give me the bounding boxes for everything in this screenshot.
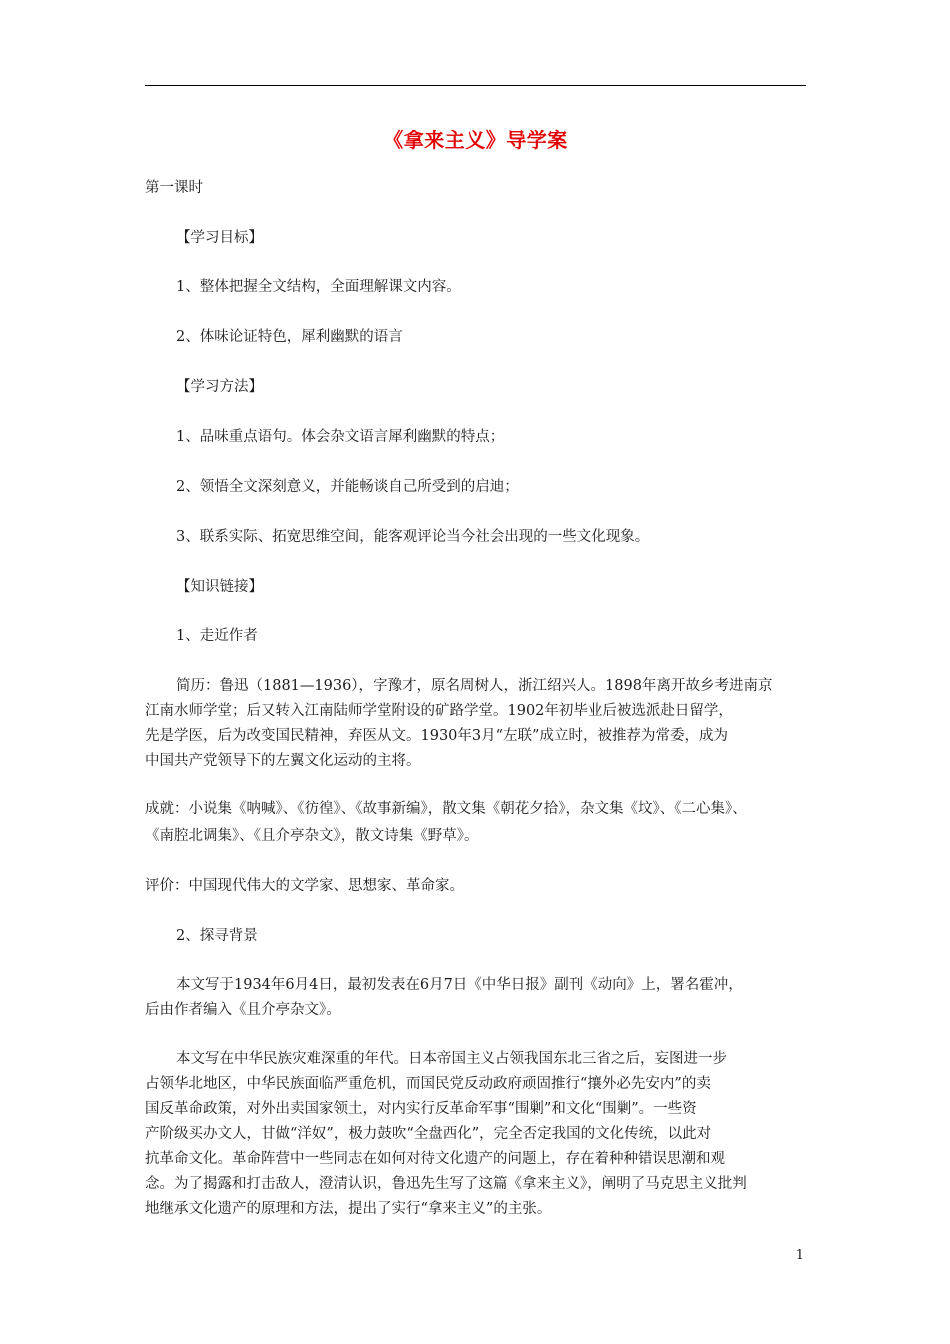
method-item: 1、品味重点语句。体会杂文语言犀利幽默的特点； xyxy=(176,429,505,445)
objective-item: 2、体味论证特色，犀利幽默的语言 xyxy=(176,329,403,345)
method-item: 3、联系实际、拓宽思维空间，能客观评论当今社会出现的一些文化现象。 xyxy=(176,529,650,545)
biography-line: 简历：鲁迅（1881—1936），字豫才，原名周树人，浙江绍兴人。1898年离开故乡考进南京 xyxy=(176,678,773,694)
background-p2-line: 地继承文化遗产的原理和方法，提出了实行“拿来主义”的主张。 xyxy=(145,1201,552,1217)
page-title: 《拿来主义》导学案 xyxy=(383,128,568,152)
achievements-line: 成就：小说集《呐喊》、《彷徨》、《故事新编》，散文集《朝花夕拾》，杂文集《坟》、《二心集》、 xyxy=(145,801,747,817)
background-p2-line: 本文写在中华民族灾难深重的年代。日本帝国主义占领我国东北三省之后，妄图进一步 xyxy=(176,1051,727,1067)
background-heading: 2、探寻背景 xyxy=(176,928,258,944)
header-rule xyxy=(145,85,806,86)
background-p2-line: 抗革命文化。革命阵营中一些同志在如何对待文化遗产的问题上，存在着种种错误思潮和观 xyxy=(145,1151,725,1167)
page-number: 1 xyxy=(795,1248,804,1263)
knowledge-heading: 【知识链接】 xyxy=(176,579,263,595)
author-heading: 1、走近作者 xyxy=(176,628,258,644)
background-p2-line: 产阶级买办文人，甘做“洋奴”，极力鼓吹“全盘西化”，完全否定我国的文化传统，以此对 xyxy=(145,1126,712,1142)
biography-line: 江南水师学堂；后又转入江南陆师学堂附设的矿路学堂。1902年初毕业后被选派赴日留学， xyxy=(145,703,733,719)
biography-line: 先是学医，后为改变国民精神，弃医从文。1930年3月“左联”成立时，被推荐为常委，成为 xyxy=(145,728,728,744)
methods-heading: 【学习方法】 xyxy=(176,379,263,395)
objectives-heading: 【学习目标】 xyxy=(176,230,263,246)
background-p1-line: 本文写于1934年6月4日，最初发表在6月7日《中华日报》副刊《动向》上，署名霍冲， xyxy=(176,977,743,993)
lesson-label: 第一课时 xyxy=(145,180,203,196)
objective-item: 1、整体把握全文结构，全面理解课文内容。 xyxy=(176,279,461,295)
method-item: 2、领悟全文深刻意义，并能畅谈自己所受到的启迪； xyxy=(176,479,519,495)
background-p1-line: 后由作者编入《且介亭杂文》。 xyxy=(145,1002,341,1018)
background-p2-line: 国反革命政策，对外出卖国家领土，对内实行反革命军事“围剿”和文化“围剿”。一些资 xyxy=(145,1101,697,1117)
background-p2-line: 占领华北地区，中华民族面临严重危机，而国民党反动政府顽固推行“攘外必先安内”的卖 xyxy=(145,1076,711,1092)
biography-line: 中国共产党领导下的左翼文化运动的主将。 xyxy=(145,753,421,769)
evaluation-line: 评价：中国现代伟大的文学家、思想家、革命家。 xyxy=(145,878,464,894)
background-p2-line: 念。为了揭露和打击敌人，澄清认识，鲁迅先生写了这篇《拿来主义》，阐明了马克思主义批判 xyxy=(145,1176,747,1192)
achievements-line: 《南腔北调集》、《且介亭杂文》，散文诗集《野草》。 xyxy=(145,828,479,844)
